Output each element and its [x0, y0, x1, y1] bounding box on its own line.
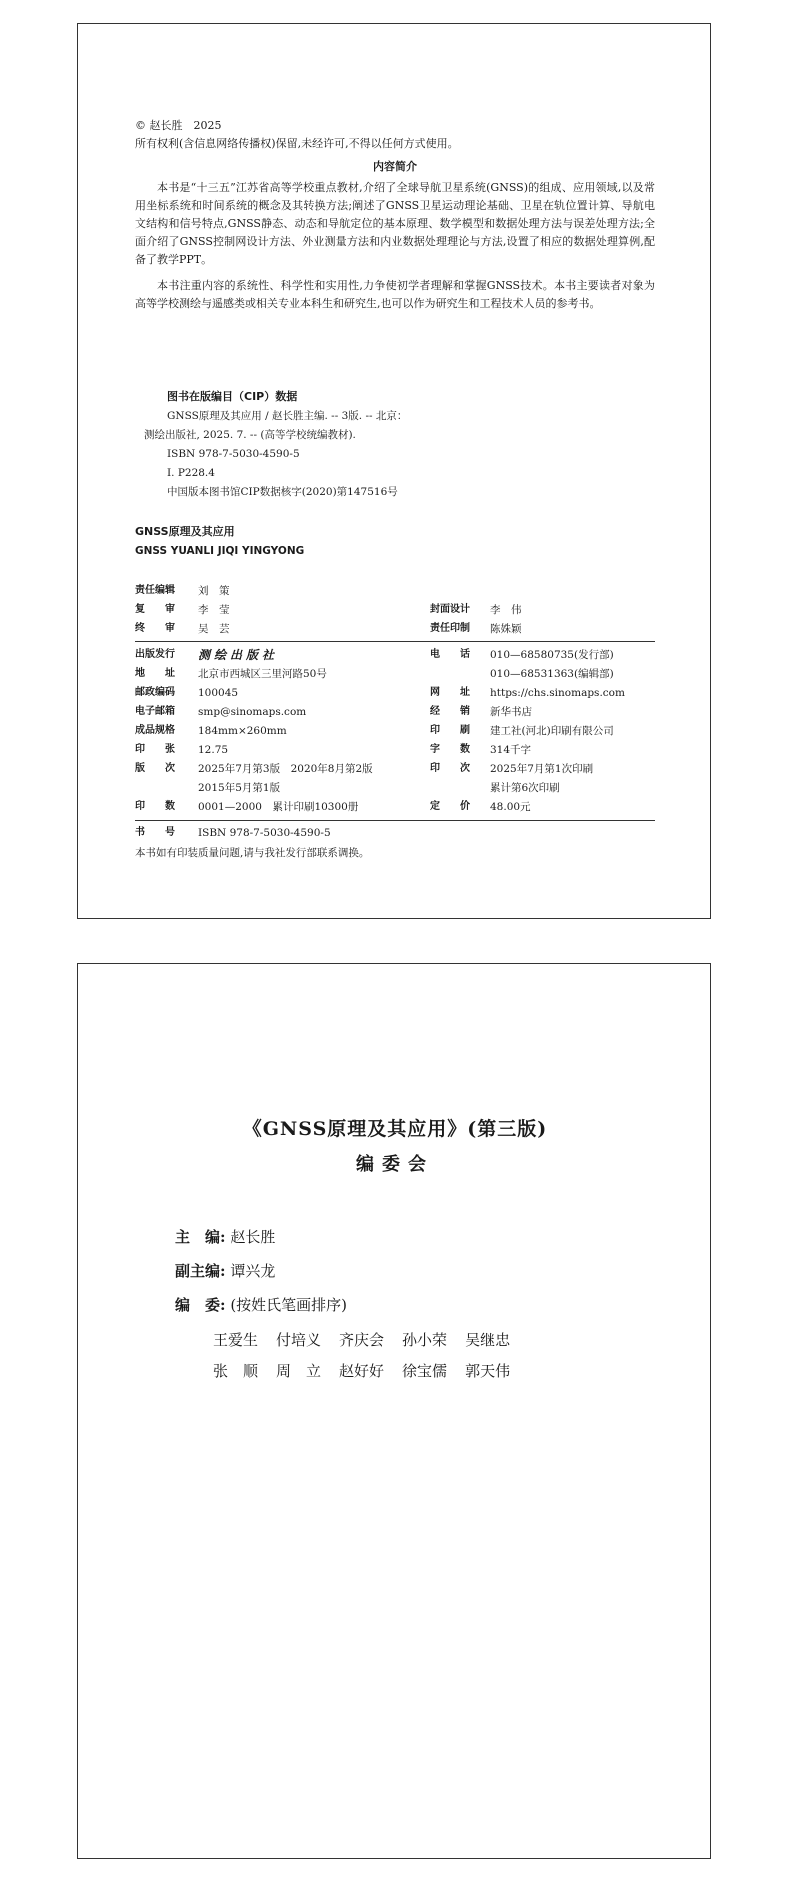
summary-paragraph-2: 本书注重内容的系统性、科学性和实用性,力争使初学者理解和掌握GNSS技术。本书主要读者对象为高等学校测绘与遥感类或相关专业本科生和研究生,也可以作为研究生和工程技术人员的参考书。 — [135, 279, 655, 310]
board-book-title: 《GNSS原理及其应用》(第三版) — [242, 1118, 548, 1140]
member-name: 徐宝儒 — [402, 1362, 448, 1380]
staff-value: 李 莹 — [198, 604, 230, 616]
staff-row — [135, 582, 655, 600]
member-name: 孙小荣 — [402, 1331, 448, 1349]
member-name: 齐庆会 — [339, 1331, 385, 1349]
isbn-value: ISBN 978-7-5030-4590-5 — [198, 827, 331, 839]
member-name: 郭天伟 — [465, 1362, 511, 1380]
member-name: 张 顺 — [213, 1362, 259, 1380]
detail-value: 0001—2000 累计印刷10300册 — [198, 801, 359, 813]
staff-label: 责任编辑 — [135, 585, 175, 596]
summary-paragraph-1: 本书是“十三五”江苏省高等学校重点教材,介绍了全球导航卫星系统(GNSS)的组成、应用领域,以及常用坐标系统和时间系统的概念及其转换方法;阐述了GNSS卫星运动理论基础、卫星在轨位置计算、导航电文结构和信号特点,GNSS静态、动态和导航定位的基本原理、数学模型和数据处理方法与误差处理方法;全面介绍了GNSS控制网设计方法、外业测量方法和内业数据处理理论与方法,设置了相应的数据处理算例,配备了教学PPT。 — [135, 181, 655, 266]
quality-notice: 本书如有印装质量问题,请与我社发行部联系调换。 — [135, 847, 370, 859]
cip-heading: 图书在版编目（CIP）数据 — [167, 390, 298, 403]
detail-row — [135, 779, 655, 797]
staff-row — [135, 601, 655, 619]
detail-value: smp@sinomaps.com — [198, 706, 307, 718]
member-name: 吴继忠 — [465, 1331, 511, 1349]
members-list-row-1 — [213, 1330, 528, 1350]
detail-label: 印 刷 — [430, 725, 470, 736]
member-name: 周 立 — [276, 1362, 322, 1380]
detail-label: 版 次 — [135, 763, 175, 774]
detail-value: 184mm×260mm — [198, 725, 287, 737]
detail-value: 累计第6次印刷 — [490, 782, 560, 794]
isbn-label: 书 号 — [135, 827, 175, 838]
member-name: 付培义 — [276, 1331, 322, 1349]
detail-label: 定 价 — [430, 801, 470, 812]
deputy-editor-row — [175, 1261, 275, 1281]
book-title-cn: GNSS原理及其应用 — [135, 525, 235, 538]
cip-line-2: 测绘出版社, 2025. 7. -- (高等学校统编教材). — [144, 429, 356, 441]
isbn-row — [135, 824, 655, 842]
copyright-page — [77, 23, 711, 919]
detail-value: 新华书店 — [490, 706, 532, 718]
staff-value: 吴 芸 — [198, 623, 230, 635]
rights-line: 所有权利(含信息网络传播权)保留,未经许可,不得以任何方式使用。 — [135, 137, 459, 150]
chief-editor-label: 主 编: — [175, 1228, 226, 1246]
detail-value: 建工社(河北)印刷有限公司 — [490, 725, 614, 737]
copyright-line: © 赵长胜 2025 — [135, 119, 222, 132]
book-title-pinyin: GNSS YUANLI JIQI YINGYONG — [135, 545, 305, 557]
chief-editor-row — [175, 1227, 275, 1247]
deputy-editor-label: 副主编: — [175, 1262, 226, 1280]
detail-value: 2025年7月第3版 2020年8月第2版 — [198, 763, 373, 775]
detail-value: 12.75 — [198, 744, 229, 756]
publisher-logo: 测绘出版社 — [198, 648, 279, 662]
phone-label: 电 话 — [430, 649, 470, 660]
detail-label: 邮政编码 — [135, 687, 175, 698]
members-list-row-2 — [213, 1361, 528, 1381]
detail-label: 地 址 — [135, 668, 175, 679]
staff-value: 刘 策 — [198, 585, 230, 597]
detail-row — [135, 760, 655, 778]
cip-record: 中国版本图书馆CIP数据核字(2020)第147516号 — [167, 486, 398, 498]
editorial-board-page — [77, 963, 711, 1859]
detail-label: 电子邮箱 — [135, 706, 175, 717]
detail-row — [135, 684, 655, 702]
cip-isbn: ISBN 978-7-5030-4590-5 — [167, 448, 300, 460]
divider — [135, 641, 655, 642]
detail-label: 印 次 — [430, 763, 470, 774]
members-row — [175, 1295, 347, 1315]
detail-label: 网 址 — [430, 687, 470, 698]
detail-value: 北京市西城区三里河路50号 — [198, 668, 327, 680]
member-name: 赵好好 — [339, 1362, 385, 1380]
detail-value: 2025年7月第1次印刷 — [490, 763, 594, 775]
staff-label: 复 审 — [135, 604, 175, 615]
detail-row — [135, 665, 655, 683]
detail-label: 经 销 — [430, 706, 470, 717]
cip-line-1: GNSS原理及其应用 / 赵长胜主编. -- 3版. -- 北京： — [167, 410, 408, 422]
members-note: (按姓氏笔画排序) — [230, 1296, 348, 1314]
detail-value: 48.00元 — [490, 801, 531, 813]
detail-label: 印 张 — [135, 744, 175, 755]
members-label: 编 委: — [175, 1296, 226, 1314]
staff-label: 责任印制 — [430, 623, 470, 634]
chief-editor-name: 赵长胜 — [230, 1228, 276, 1246]
detail-value: https://chs.sinomaps.com — [490, 687, 625, 699]
detail-label: 印 数 — [135, 801, 175, 812]
detail-value: 314千字 — [490, 744, 532, 756]
divider — [135, 820, 655, 821]
staff-row — [135, 620, 655, 638]
publisher-row — [135, 646, 655, 664]
staff-label: 终 审 — [135, 623, 175, 634]
board-heading: 编委会 — [356, 1154, 434, 1175]
detail-value: 2015年5月第1版 — [198, 782, 281, 794]
cip-class: Ⅰ. P228.4 — [167, 467, 215, 479]
deputy-editor-name: 谭兴龙 — [230, 1262, 276, 1280]
detail-row — [135, 741, 655, 759]
detail-row — [135, 722, 655, 740]
staff-label: 封面设计 — [430, 604, 470, 615]
detail-row — [135, 703, 655, 721]
member-name: 王爱生 — [213, 1331, 259, 1349]
publisher-label: 出版发行 — [135, 649, 175, 660]
staff-value: 陈姝颖 — [490, 623, 522, 635]
phone-value-2: 010—68531363(编辑部) — [490, 668, 614, 680]
detail-label: 成品规格 — [135, 725, 175, 736]
detail-value: 100045 — [198, 687, 239, 699]
phone-value-1: 010—68580735(发行部) — [490, 649, 614, 661]
staff-value: 李 伟 — [490, 604, 522, 616]
detail-label: 字 数 — [430, 744, 470, 755]
summary-heading: 内容简介 — [373, 160, 417, 173]
detail-row — [135, 798, 655, 816]
